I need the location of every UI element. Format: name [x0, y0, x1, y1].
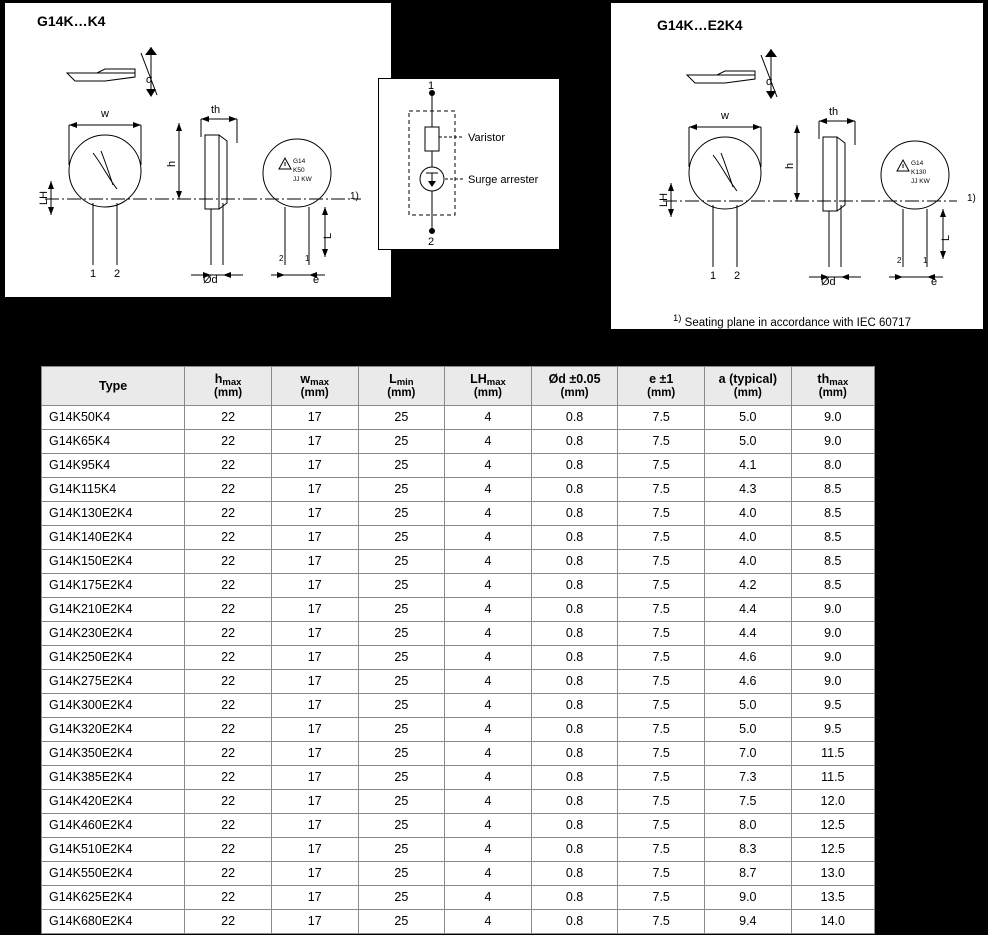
cell-value: 25	[358, 478, 445, 502]
table-row	[42, 670, 875, 694]
panel-title-k4: G14K…K4	[37, 13, 106, 29]
cell-value: 4	[445, 406, 532, 430]
cell-value: 5.0	[705, 694, 792, 718]
cell-value: 25	[358, 766, 445, 790]
cell-value: 7.5	[618, 814, 705, 838]
cell-value: 7.5	[618, 886, 705, 910]
cell-value: 17	[271, 598, 358, 622]
cell-value: 4	[445, 742, 532, 766]
cell-type: G14K300E2K4	[42, 694, 185, 718]
cell-value: 12.5	[791, 814, 874, 838]
dimension-drawing-e2k4	[611, 3, 985, 331]
cell-value: 7.5	[618, 742, 705, 766]
label-th-k4: th	[211, 104, 221, 116]
cell-value: 0.8	[531, 790, 618, 814]
cell-value: 4	[445, 838, 532, 862]
cell-value: 22	[185, 790, 272, 814]
cell-value: 7.5	[618, 454, 705, 478]
footnote-text: Seating plane in accordance with IEC 60717	[684, 316, 911, 329]
table-row	[42, 790, 875, 814]
cell-value: 4	[445, 550, 532, 574]
cell-value: 22	[185, 814, 272, 838]
label-alpha-k4: α	[146, 74, 153, 86]
table-row	[42, 718, 875, 742]
cell-value: 13.0	[791, 862, 874, 886]
cell-value: 13.5	[791, 886, 874, 910]
label-LH-e2k4: LH	[658, 192, 670, 207]
cell-value: 8.3	[705, 838, 792, 862]
cell-value: 22	[185, 766, 272, 790]
table-row	[42, 838, 875, 862]
cell-type: G14K230E2K4	[42, 622, 185, 646]
cell-value: 22	[185, 622, 272, 646]
cell-value: 0.8	[531, 430, 618, 454]
cell-value: 7.5	[618, 550, 705, 574]
table-row	[42, 430, 875, 454]
marking-line1-k4: G14	[293, 158, 306, 165]
table-row	[42, 742, 875, 766]
table-row	[42, 502, 875, 526]
cell-type: G14K680E2K4	[42, 910, 185, 934]
cell-value: 9.4	[705, 910, 792, 934]
cell-value: 0.8	[531, 670, 618, 694]
cell-value: 17	[271, 454, 358, 478]
cell-value: 25	[358, 886, 445, 910]
cell-value: 22	[185, 598, 272, 622]
table-row	[42, 406, 875, 430]
cell-value: 0.8	[531, 598, 618, 622]
cell-value: 4.2	[705, 574, 792, 598]
col-header-diameter: Ød ±0.05 (mm)	[531, 367, 618, 406]
cell-value: 7.5	[618, 502, 705, 526]
cell-type: G14K625E2K4	[42, 886, 185, 910]
cell-type: G14K320E2K4	[42, 718, 185, 742]
cell-value: 0.8	[531, 742, 618, 766]
cell-value: 25	[358, 574, 445, 598]
label-lead2-e2k4: 2	[897, 256, 902, 265]
cell-type: G14K550E2K4	[42, 862, 185, 886]
cell-value: 12.0	[791, 790, 874, 814]
schematic-drawing	[379, 79, 561, 251]
cell-value: 7.0	[705, 742, 792, 766]
cell-value: 22	[185, 694, 272, 718]
cell-type: G14K130E2K4	[42, 502, 185, 526]
cell-value: 0.8	[531, 622, 618, 646]
cell-value: 17	[271, 478, 358, 502]
cell-value: 25	[358, 670, 445, 694]
label-pin1-k4: 1	[90, 268, 97, 280]
cell-value: 0.8	[531, 502, 618, 526]
dimension-drawing-k4	[5, 3, 393, 299]
cell-value: 22	[185, 742, 272, 766]
label-od-e2k4: Ød	[821, 276, 836, 288]
cell-value: 4	[445, 886, 532, 910]
cell-value: 4	[445, 526, 532, 550]
cell-value: 4.3	[705, 478, 792, 502]
table-row	[42, 862, 875, 886]
table-header	[42, 367, 875, 406]
cell-value: 4	[445, 814, 532, 838]
cell-value: 25	[358, 502, 445, 526]
cell-value: 9.5	[791, 694, 874, 718]
cell-value: 4	[445, 910, 532, 934]
col-header-wmax: wmax (mm)	[271, 367, 358, 406]
label-e-e2k4: e	[931, 276, 938, 288]
cell-type: G14K210E2K4	[42, 598, 185, 622]
cell-value: 14.0	[791, 910, 874, 934]
cell-value: 17	[271, 790, 358, 814]
cell-value: 25	[358, 694, 445, 718]
dimensions-table-container	[40, 365, 876, 935]
col-header-thmax: thmax (mm)	[791, 367, 874, 406]
cell-value: 0.8	[531, 718, 618, 742]
col-header-e: e ±1 (mm)	[618, 367, 705, 406]
cell-value: 7.3	[705, 766, 792, 790]
label-pin1-e2k4: 1	[710, 270, 717, 282]
cell-type: G14K350E2K4	[42, 742, 185, 766]
cell-value: 0.8	[531, 862, 618, 886]
cell-value: 25	[358, 598, 445, 622]
cell-value: 17	[271, 670, 358, 694]
label-h-e2k4: h	[784, 162, 796, 169]
cell-type: G14K385E2K4	[42, 766, 185, 790]
label-lead2-k4: 2	[279, 254, 284, 263]
cell-type: G14K95K4	[42, 454, 185, 478]
marking-line2-e2k4: K130	[911, 169, 927, 176]
table-row	[42, 550, 875, 574]
cell-value: 0.8	[531, 526, 618, 550]
cell-value: 17	[271, 550, 358, 574]
marking-line1-e2k4: G14	[911, 160, 924, 167]
cell-value: 11.5	[791, 766, 874, 790]
cell-value: 17	[271, 718, 358, 742]
cell-value: 7.5	[618, 862, 705, 886]
cell-value: 5.0	[705, 718, 792, 742]
cell-value: 17	[271, 430, 358, 454]
cell-value: 22	[185, 430, 272, 454]
cell-value: 4	[445, 430, 532, 454]
cell-value: 25	[358, 526, 445, 550]
cell-type: G14K460E2K4	[42, 814, 185, 838]
cell-value: 4	[445, 718, 532, 742]
cell-value: 8.5	[791, 478, 874, 502]
cell-type: G14K115K4	[42, 478, 185, 502]
table-row	[42, 454, 875, 478]
cell-type: G14K175E2K4	[42, 574, 185, 598]
footnote-marker-k4: 1)	[350, 191, 359, 202]
cell-value: 0.8	[531, 454, 618, 478]
label-alpha-e2k4: α	[766, 76, 773, 88]
cell-value: 4	[445, 694, 532, 718]
label-L-e2k4: L	[940, 234, 952, 241]
cell-value: 4.0	[705, 550, 792, 574]
schematic-label-surge-arrester: Surge arrester	[468, 174, 539, 186]
drawing-panel-e2k4	[610, 2, 984, 330]
label-LH-k4: LH	[38, 190, 50, 205]
label-L-k4: L	[322, 232, 334, 239]
cell-value: 0.8	[531, 886, 618, 910]
schematic-panel	[378, 78, 560, 250]
cell-value: 5.0	[705, 406, 792, 430]
cell-value: 5.0	[705, 430, 792, 454]
col-header-a: a (typical) (mm)	[705, 367, 792, 406]
cell-value: 25	[358, 406, 445, 430]
cell-value: 17	[271, 622, 358, 646]
cell-value: 17	[271, 886, 358, 910]
cell-value: 0.8	[531, 838, 618, 862]
cell-value: 0.8	[531, 646, 618, 670]
cell-value: 7.5	[618, 406, 705, 430]
cell-value: 4	[445, 790, 532, 814]
cell-value: 22	[185, 526, 272, 550]
cell-value: 4	[445, 502, 532, 526]
table-row	[42, 526, 875, 550]
table-row	[42, 814, 875, 838]
table-row	[42, 574, 875, 598]
drawing-panel-k4	[4, 2, 392, 298]
label-h-k4: h	[166, 160, 178, 167]
cell-value: 7.5	[618, 622, 705, 646]
cell-type: G14K140E2K4	[42, 526, 185, 550]
cell-value: 9.0	[791, 406, 874, 430]
cell-value: 7.5	[618, 430, 705, 454]
table-row	[42, 478, 875, 502]
cell-value: 9.0	[705, 886, 792, 910]
cell-value: 4.4	[705, 622, 792, 646]
table-row	[42, 886, 875, 910]
cell-value: 25	[358, 454, 445, 478]
table-row	[42, 694, 875, 718]
marking-line3-e2k4: JJ KW	[911, 178, 930, 185]
table-row	[42, 646, 875, 670]
cell-value: 25	[358, 814, 445, 838]
cell-value: 22	[185, 862, 272, 886]
cell-value: 4.0	[705, 502, 792, 526]
cell-value: 7.5	[618, 790, 705, 814]
cell-value: 22	[185, 574, 272, 598]
cell-value: 4.0	[705, 526, 792, 550]
cell-value: 17	[271, 742, 358, 766]
cell-value: 4	[445, 478, 532, 502]
panel-title-e2k4: G14K…E2K4	[657, 17, 743, 33]
cell-value: 25	[358, 790, 445, 814]
cell-value: 7.5	[618, 478, 705, 502]
cell-value: 0.8	[531, 694, 618, 718]
schematic-label-varistor: Varistor	[468, 132, 506, 144]
col-header-hmax: hmax (mm)	[185, 367, 272, 406]
cell-value: 12.5	[791, 838, 874, 862]
cell-value: 22	[185, 502, 272, 526]
cell-value: 25	[358, 622, 445, 646]
cell-value: 25	[358, 430, 445, 454]
cell-value: 4	[445, 454, 532, 478]
cell-value: 17	[271, 766, 358, 790]
cell-value: 7.5	[618, 694, 705, 718]
cell-value: 4	[445, 598, 532, 622]
cell-value: 17	[271, 646, 358, 670]
cell-type: G14K420E2K4	[42, 790, 185, 814]
cell-value: 8.7	[705, 862, 792, 886]
cell-value: 17	[271, 406, 358, 430]
table-body	[42, 406, 875, 934]
cell-value: 25	[358, 742, 445, 766]
cell-value: 7.5	[618, 526, 705, 550]
cell-value: 8.0	[705, 814, 792, 838]
cell-value: 22	[185, 478, 272, 502]
cell-value: 22	[185, 646, 272, 670]
label-w-e2k4: w	[721, 110, 729, 122]
table-row	[42, 766, 875, 790]
footnote-marker: 1)	[673, 313, 682, 324]
cell-value: 22	[185, 454, 272, 478]
cell-value: 0.8	[531, 478, 618, 502]
label-pin2-e2k4: 2	[734, 270, 741, 282]
cell-value: 4.4	[705, 598, 792, 622]
table-header-row	[42, 367, 875, 406]
schematic-terminal-1: 1	[428, 80, 435, 92]
cell-value: 11.5	[791, 742, 874, 766]
cell-value: 7.5	[705, 790, 792, 814]
col-header-lmin: Lmin (mm)	[358, 367, 445, 406]
table-row	[42, 910, 875, 934]
cell-type: G14K250E2K4	[42, 646, 185, 670]
table-row	[42, 598, 875, 622]
cell-value: 4	[445, 766, 532, 790]
cell-value: 0.8	[531, 910, 618, 934]
cell-value: 7.5	[618, 910, 705, 934]
cell-value: 4	[445, 670, 532, 694]
cell-value: 7.5	[618, 766, 705, 790]
cell-value: 9.0	[791, 430, 874, 454]
cell-value: 9.0	[791, 622, 874, 646]
cell-type: G14K65K4	[42, 430, 185, 454]
cell-value: 0.8	[531, 814, 618, 838]
cell-value: 25	[358, 646, 445, 670]
cell-value: 22	[185, 550, 272, 574]
cell-value: 0.8	[531, 550, 618, 574]
cell-value: 22	[185, 910, 272, 934]
footnote-marker-e2k4: 1)	[967, 193, 976, 204]
cell-value: 9.0	[791, 646, 874, 670]
cell-value: 7.5	[618, 838, 705, 862]
marking-line3-k4: JJ KW	[293, 176, 312, 183]
label-od-k4: Ød	[203, 274, 218, 286]
label-e-k4: e	[313, 274, 320, 286]
seating-plane-footnote	[673, 313, 911, 329]
cell-value: 7.5	[618, 574, 705, 598]
cell-value: 0.8	[531, 574, 618, 598]
cell-value: 17	[271, 814, 358, 838]
cell-value: 8.0	[791, 454, 874, 478]
cell-value: 17	[271, 838, 358, 862]
label-w-k4: w	[101, 108, 109, 120]
cell-value: 25	[358, 550, 445, 574]
cell-value: 7.5	[618, 670, 705, 694]
cell-value: 4	[445, 574, 532, 598]
cell-value: 8.5	[791, 502, 874, 526]
cell-type: G14K510E2K4	[42, 838, 185, 862]
cell-type: G14K275E2K4	[42, 670, 185, 694]
cell-value: 4	[445, 622, 532, 646]
cell-value: 25	[358, 862, 445, 886]
cell-value: 4	[445, 646, 532, 670]
label-lead1-k4: 1	[305, 254, 310, 263]
cell-value: 17	[271, 502, 358, 526]
cell-type: G14K50K4	[42, 406, 185, 430]
cell-value: 22	[185, 718, 272, 742]
marking-line2-k4: K50	[293, 167, 305, 174]
cell-value: 22	[185, 886, 272, 910]
cell-value: 25	[358, 838, 445, 862]
cell-value: 17	[271, 526, 358, 550]
cell-type: G14K150E2K4	[42, 550, 185, 574]
cell-value: 22	[185, 406, 272, 430]
cell-value: 22	[185, 670, 272, 694]
cell-value: 22	[185, 838, 272, 862]
cell-value: 17	[271, 862, 358, 886]
label-pin2-k4: 2	[114, 268, 121, 280]
cell-value: 17	[271, 694, 358, 718]
cell-value: 8.5	[791, 574, 874, 598]
cell-value: 4.6	[705, 670, 792, 694]
cell-value: 9.0	[791, 598, 874, 622]
cell-value: 7.5	[618, 646, 705, 670]
col-header-type: Type	[42, 367, 185, 406]
schematic-terminal-2: 2	[428, 236, 435, 248]
cell-value: 9.5	[791, 718, 874, 742]
cell-value: 8.5	[791, 526, 874, 550]
cell-value: 4.6	[705, 646, 792, 670]
cell-value: 4.1	[705, 454, 792, 478]
dimensions-table	[41, 366, 875, 934]
cell-value: 17	[271, 910, 358, 934]
table-row	[42, 622, 875, 646]
cell-value: 0.8	[531, 766, 618, 790]
col-header-lhmax: LHmax (mm)	[445, 367, 532, 406]
cell-value: 17	[271, 574, 358, 598]
cell-value: 8.5	[791, 550, 874, 574]
label-lead1-e2k4: 1	[923, 256, 928, 265]
label-th-e2k4: th	[829, 106, 839, 118]
cell-value: 25	[358, 910, 445, 934]
cell-value: 7.5	[618, 718, 705, 742]
cell-value: 0.8	[531, 406, 618, 430]
cell-value: 4	[445, 862, 532, 886]
cell-value: 9.0	[791, 670, 874, 694]
cell-value: 7.5	[618, 598, 705, 622]
cell-value: 25	[358, 718, 445, 742]
